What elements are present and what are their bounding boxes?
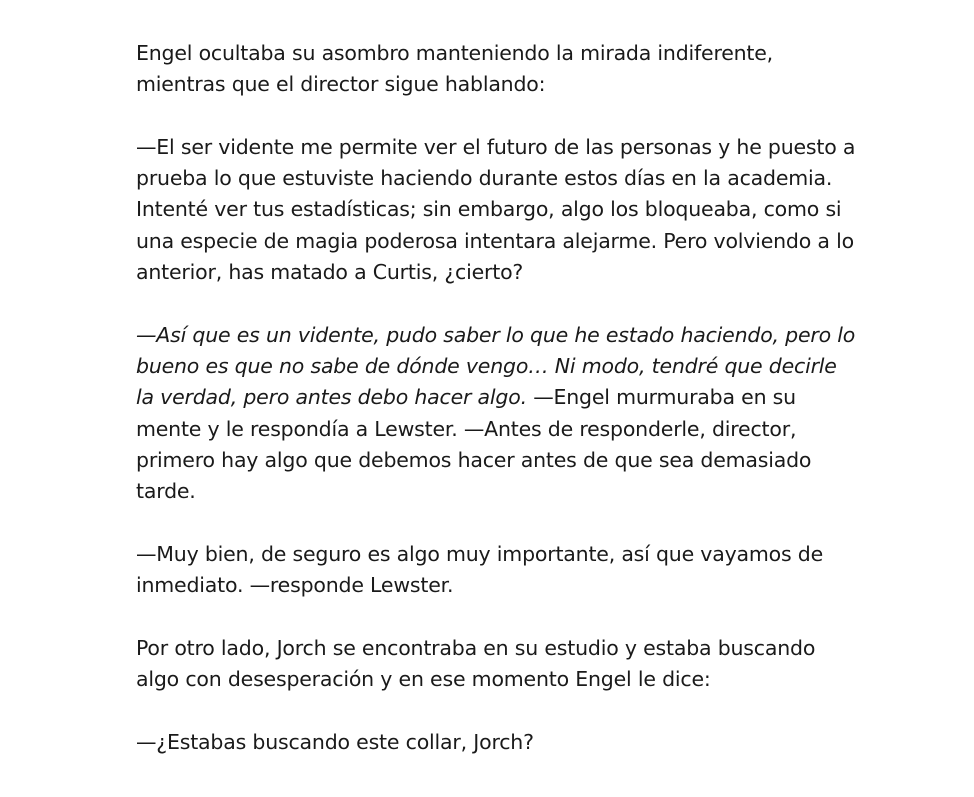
dialogue-text: —Engel murmuraba en su mente y le respondía a Lewster. —Antes de responderle, director, primero hay algo que debemos hacer antes de que sea demasiado tarde. xyxy=(136,385,812,504)
italic-thought-text: —Así que es un vidente, pudo saber lo que he estado haciendo, pero lo bueno es que no sabe de dónde vengo… Ni modo, tendré que decirle la verdad, pero antes debo hacer algo. xyxy=(136,322,856,410)
paragraph-lewster-reply: —Muy bien, de seguro es algo muy importante, así que vayamos de inmediato. —responde Lewster. xyxy=(136,541,824,598)
paragraph-narration-2: Por otro lado, Jorch se encontraba en su estudio y estaba buscando algo con desesperación y en ese momento Engel le dice: xyxy=(136,635,816,691)
paragraph-engel-thought xyxy=(136,320,856,508)
paragraph-narration-1: Engel ocultaba su asombro manteniendo la mirada indiferente, mientras que el director sigue hablando: xyxy=(136,41,774,97)
document-page xyxy=(136,38,856,758)
paragraph-director-dialogue: —El ser vidente me permite ver el futuro de las personas y he puesto a prueba lo que estuviste haciendo durante estos días en la academia. Intenté ver tus estadísticas; sin embargo, algo los bloqueaba, como si una especie de magia poderosa intentara alejarme. Pero volviendo a lo anterior, has matado a Curtis, ¿cierto? xyxy=(136,134,856,285)
paragraph-engel-question: —¿Estabas buscando este collar, Jorch? xyxy=(136,729,534,754)
